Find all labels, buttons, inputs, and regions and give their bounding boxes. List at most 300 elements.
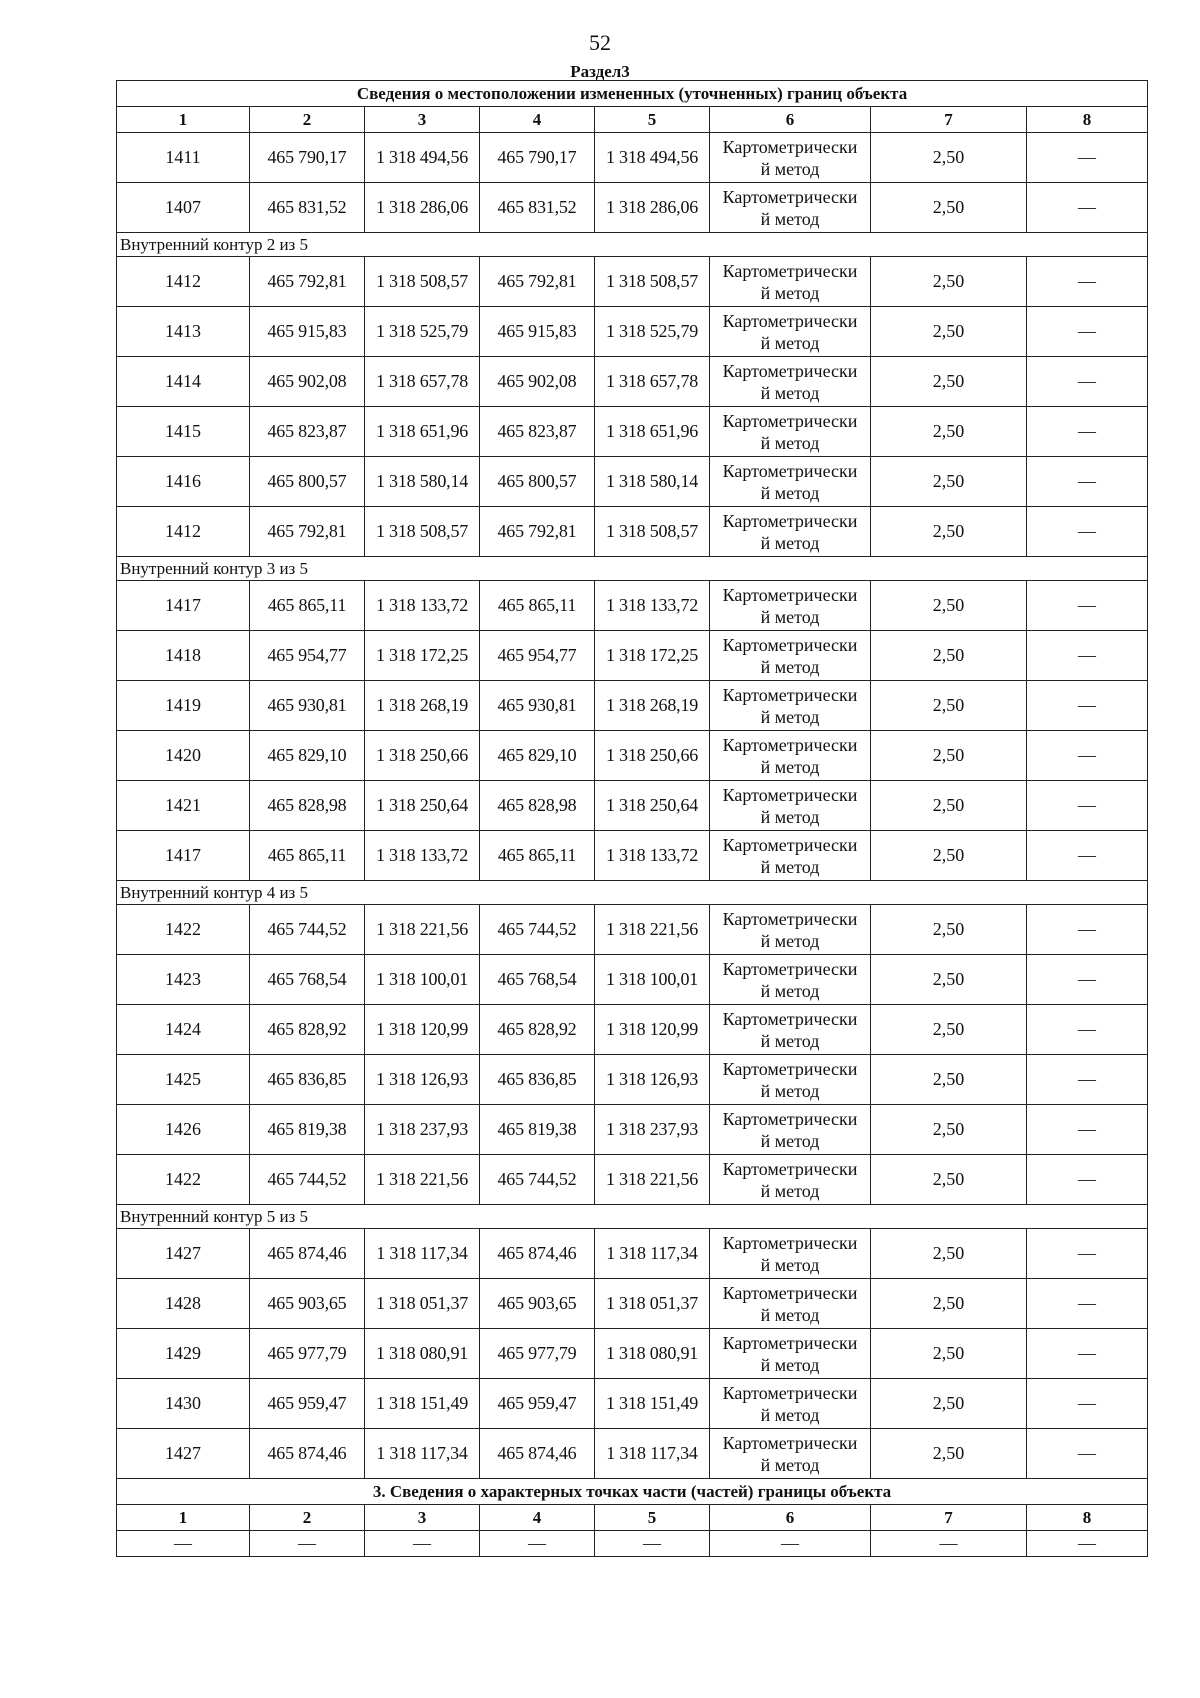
point-id-cell: 1427 [117, 1229, 250, 1279]
table-row [117, 831, 1148, 881]
accuracy-cell: 2,50 [871, 307, 1027, 357]
table-row [117, 1105, 1148, 1155]
table-row [117, 1429, 1148, 1479]
x-new-cell: 465 930,81 [480, 681, 595, 731]
x-old-cell: 465 744,52 [250, 1155, 365, 1205]
dash-cell: — [1027, 955, 1148, 1005]
dash-cell: — [595, 1531, 710, 1557]
column-number: 8 [1027, 1505, 1148, 1531]
y-new-cell: 1 318 651,96 [595, 407, 710, 457]
table-row [117, 905, 1148, 955]
x-new-cell: 465 744,52 [480, 905, 595, 955]
point-id-cell: 1417 [117, 581, 250, 631]
method-line-1: Картометрически [722, 908, 858, 929]
x-old-cell: 465 744,52 [250, 905, 365, 955]
table-row [117, 681, 1148, 731]
method-line-2: й метод [760, 806, 820, 827]
point-id-cell: 1429 [117, 1329, 250, 1379]
part-title: 3. Сведения о характерных точках части (частей) границы объекта [117, 1479, 1148, 1505]
point-id-cell: 1407 [117, 183, 250, 233]
method-cell [710, 1005, 871, 1055]
method-line-1: Картометрически [722, 1332, 858, 1353]
contour-heading-row [117, 881, 1148, 905]
x-old-cell: 465 977,79 [250, 1329, 365, 1379]
method-line-2: й метод [760, 606, 820, 627]
x-old-cell: 465 874,46 [250, 1229, 365, 1279]
method-line-1: Картометрически [722, 684, 858, 705]
x-new-cell: 465 865,11 [480, 831, 595, 881]
accuracy-cell: 2,50 [871, 257, 1027, 307]
point-id-cell: 1423 [117, 955, 250, 1005]
method-cell [710, 1329, 871, 1379]
accuracy-cell: 2,50 [871, 905, 1027, 955]
y-new-cell: 1 318 117,34 [595, 1229, 710, 1279]
point-id-cell: 1414 [117, 357, 250, 407]
method-cell [710, 581, 871, 631]
y-old-cell: 1 318 657,78 [365, 357, 480, 407]
method-line-2: й метод [760, 1454, 820, 1475]
y-new-cell: 1 318 508,57 [595, 507, 710, 557]
contour-heading: Внутренний контур 4 из 5 [117, 881, 1148, 905]
dash-cell: — [1027, 407, 1148, 457]
y-new-cell: 1 318 525,79 [595, 307, 710, 357]
method-cell [710, 1229, 871, 1279]
table-row [117, 307, 1148, 357]
point-id-cell: 1421 [117, 781, 250, 831]
dash-cell: — [1027, 905, 1148, 955]
contour-heading-row [117, 557, 1148, 581]
point-id-cell: 1416 [117, 457, 250, 507]
y-new-cell: 1 318 133,72 [595, 831, 710, 881]
x-old-cell: 465 930,81 [250, 681, 365, 731]
x-old-cell: 465 831,52 [250, 183, 365, 233]
x-old-cell: 465 836,85 [250, 1055, 365, 1105]
x-old-cell: 465 828,92 [250, 1005, 365, 1055]
y-new-cell: 1 318 120,99 [595, 1005, 710, 1055]
method-cell [710, 307, 871, 357]
x-old-cell: 465 915,83 [250, 307, 365, 357]
dash-cell: — [1027, 831, 1148, 881]
method-cell [710, 183, 871, 233]
method-cell [710, 781, 871, 831]
dash-cell: — [1027, 1229, 1148, 1279]
table-row [117, 1055, 1148, 1105]
y-old-cell: 1 318 221,56 [365, 1155, 480, 1205]
column-number: 3 [365, 107, 480, 133]
table-row [117, 1005, 1148, 1055]
x-old-cell: 465 828,98 [250, 781, 365, 831]
method-line-2: й метод [760, 432, 820, 453]
method-cell [710, 1055, 871, 1105]
x-new-cell: 465 792,81 [480, 257, 595, 307]
page-number: 52 [589, 30, 611, 55]
x-new-cell: 465 903,65 [480, 1279, 595, 1329]
method-cell [710, 507, 871, 557]
accuracy-cell: 2,50 [871, 457, 1027, 507]
y-new-cell: 1 318 494,56 [595, 133, 710, 183]
x-new-cell: 465 823,87 [480, 407, 595, 457]
accuracy-cell: 2,50 [871, 1379, 1027, 1429]
table-title: Сведения о местоположении измененных (уточненных) границ объекта [117, 81, 1148, 107]
method-line-2: й метод [760, 1130, 820, 1151]
x-new-cell: 465 828,98 [480, 781, 595, 831]
y-old-cell: 1 318 508,57 [365, 257, 480, 307]
method-line-2: й метод [760, 382, 820, 403]
point-id-cell: 1424 [117, 1005, 250, 1055]
x-new-cell: 465 800,57 [480, 457, 595, 507]
accuracy-cell: 2,50 [871, 1229, 1027, 1279]
table-body [117, 81, 1148, 1479]
x-new-cell: 465 831,52 [480, 183, 595, 233]
y-new-cell: 1 318 117,34 [595, 1429, 710, 1479]
x-new-cell: 465 744,52 [480, 1155, 595, 1205]
x-new-cell: 465 902,08 [480, 357, 595, 407]
method-line-2: й метод [760, 1304, 820, 1325]
table-row [117, 1229, 1148, 1279]
method-cell [710, 631, 871, 681]
column-number: 1 [117, 1505, 250, 1531]
x-old-cell: 465 902,08 [250, 357, 365, 407]
method-cell [710, 357, 871, 407]
method-line-2: й метод [760, 282, 820, 303]
y-old-cell: 1 318 250,64 [365, 781, 480, 831]
x-new-cell: 465 768,54 [480, 955, 595, 1005]
dash-cell: — [1027, 1429, 1148, 1479]
dash-cell: — [1027, 183, 1148, 233]
point-id-cell: 1417 [117, 831, 250, 881]
x-old-cell: 465 903,65 [250, 1279, 365, 1329]
point-id-cell: 1422 [117, 1155, 250, 1205]
x-new-cell: 465 977,79 [480, 1329, 595, 1379]
y-old-cell: 1 318 117,34 [365, 1429, 480, 1479]
y-new-cell: 1 318 237,93 [595, 1105, 710, 1155]
dash-cell: — [1027, 307, 1148, 357]
x-new-cell: 465 959,47 [480, 1379, 595, 1429]
dash-cell: — [1027, 1279, 1148, 1329]
method-line-1: Картометрически [722, 834, 858, 855]
method-line-1: Картометрически [722, 1432, 858, 1453]
dash-cell: — [1027, 1105, 1148, 1155]
table-row [117, 257, 1148, 307]
point-id-cell: 1412 [117, 257, 250, 307]
x-old-cell: 465 800,57 [250, 457, 365, 507]
method-cell [710, 831, 871, 881]
method-line-2: й метод [760, 1030, 820, 1051]
dash-cell: — [1027, 731, 1148, 781]
y-old-cell: 1 318 237,93 [365, 1105, 480, 1155]
y-old-cell: 1 318 172,25 [365, 631, 480, 681]
method-line-1: Картометрически [722, 1282, 858, 1303]
dash-cell: — [1027, 1005, 1148, 1055]
accuracy-cell: 2,50 [871, 681, 1027, 731]
accuracy-cell: 2,50 [871, 831, 1027, 881]
y-old-cell: 1 318 120,99 [365, 1005, 480, 1055]
point-id-cell: 1418 [117, 631, 250, 681]
y-old-cell: 1 318 221,56 [365, 905, 480, 955]
x-old-cell: 465 819,38 [250, 1105, 365, 1155]
y-new-cell: 1 318 221,56 [595, 905, 710, 955]
dash-cell: — [1027, 581, 1148, 631]
method-cell [710, 407, 871, 457]
x-old-cell: 465 792,81 [250, 257, 365, 307]
y-new-cell: 1 318 126,93 [595, 1055, 710, 1105]
x-new-cell: 465 829,10 [480, 731, 595, 781]
contour-heading-row [117, 233, 1148, 257]
x-new-cell: 465 874,46 [480, 1229, 595, 1279]
dash-cell: — [1027, 507, 1148, 557]
method-line-2: й метод [760, 332, 820, 353]
method-line-1: Картометрически [722, 136, 858, 157]
method-line-1: Картометрически [722, 1108, 858, 1129]
column-number: 2 [250, 1505, 365, 1531]
method-cell [710, 1279, 871, 1329]
method-line-2: й метод [760, 532, 820, 553]
y-new-cell: 1 318 508,57 [595, 257, 710, 307]
x-old-cell: 465 959,47 [250, 1379, 365, 1429]
table-row [117, 1279, 1148, 1329]
y-old-cell: 1 318 651,96 [365, 407, 480, 457]
y-old-cell: 1 318 126,93 [365, 1055, 480, 1105]
point-id-cell: 1411 [117, 133, 250, 183]
y-new-cell: 1 318 268,19 [595, 681, 710, 731]
column-number: 2 [250, 107, 365, 133]
x-old-cell: 465 823,87 [250, 407, 365, 457]
x-old-cell: 465 792,81 [250, 507, 365, 557]
column-numbers-row [117, 107, 1148, 133]
y-old-cell: 1 318 250,66 [365, 731, 480, 781]
method-line-1: Картометрически [722, 1058, 858, 1079]
accuracy-cell: 2,50 [871, 1155, 1027, 1205]
method-line-2: й метод [760, 482, 820, 503]
y-new-cell: 1 318 051,37 [595, 1279, 710, 1329]
table-row [117, 183, 1148, 233]
x-old-cell: 465 865,11 [250, 581, 365, 631]
dash-cell: — [250, 1531, 365, 1557]
x-old-cell: 465 954,77 [250, 631, 365, 681]
point-id-cell: 1428 [117, 1279, 250, 1329]
point-id-cell: 1422 [117, 905, 250, 955]
method-line-1: Картометрически [722, 1382, 858, 1403]
method-line-1: Картометрически [722, 1008, 858, 1029]
y-new-cell: 1 318 133,72 [595, 581, 710, 631]
point-id-cell: 1413 [117, 307, 250, 357]
method-line-1: Картометрически [722, 584, 858, 605]
y-old-cell: 1 318 100,01 [365, 955, 480, 1005]
accuracy-cell: 2,50 [871, 581, 1027, 631]
accuracy-cell: 2,50 [871, 1429, 1027, 1479]
column-number: 7 [871, 1505, 1027, 1531]
table-row [117, 357, 1148, 407]
y-new-cell: 1 318 657,78 [595, 357, 710, 407]
y-new-cell: 1 318 250,66 [595, 731, 710, 781]
column-number: 6 [710, 107, 871, 133]
dash-cell: — [1027, 681, 1148, 731]
method-line-2: й метод [760, 1180, 820, 1201]
column-number: 4 [480, 1505, 595, 1531]
column-number: 6 [710, 1505, 871, 1531]
method-line-1: Картометрически [722, 410, 858, 431]
dash-cell: — [1027, 257, 1148, 307]
dash-cell: — [1027, 1155, 1148, 1205]
section-label: Раздел3 [570, 62, 630, 81]
method-line-2: й метод [760, 930, 820, 951]
method-line-2: й метод [760, 1354, 820, 1375]
column-number: 4 [480, 107, 595, 133]
method-cell [710, 955, 871, 1005]
table-row [117, 1155, 1148, 1205]
table-row [117, 1379, 1148, 1429]
x-old-cell: 465 790,17 [250, 133, 365, 183]
x-old-cell: 465 874,46 [250, 1429, 365, 1479]
y-old-cell: 1 318 080,91 [365, 1329, 480, 1379]
x-new-cell: 465 915,83 [480, 307, 595, 357]
table-row [117, 507, 1148, 557]
accuracy-cell: 2,50 [871, 183, 1027, 233]
method-cell [710, 133, 871, 183]
method-line-2: й метод [760, 1404, 820, 1425]
point-id-cell: 1427 [117, 1429, 250, 1479]
method-line-1: Картометрически [722, 634, 858, 655]
method-line-1: Картометрически [722, 734, 858, 755]
contour-heading-row [117, 1205, 1148, 1229]
method-line-1: Картометрически [722, 958, 858, 979]
method-cell [710, 457, 871, 507]
x-new-cell: 465 790,17 [480, 133, 595, 183]
table-row [117, 581, 1148, 631]
dash-cell: — [1027, 1055, 1148, 1105]
method-line-1: Картометрически [722, 460, 858, 481]
y-new-cell: 1 318 100,01 [595, 955, 710, 1005]
method-cell [710, 1379, 871, 1429]
table-row [117, 407, 1148, 457]
table-row [117, 1329, 1148, 1379]
part-data-row [117, 1531, 1148, 1557]
y-new-cell: 1 318 580,14 [595, 457, 710, 507]
y-old-cell: 1 318 580,14 [365, 457, 480, 507]
accuracy-cell: 2,50 [871, 407, 1027, 457]
method-line-1: Картометрически [722, 360, 858, 381]
table-row [117, 955, 1148, 1005]
method-line-2: й метод [760, 756, 820, 777]
method-line-2: й метод [760, 208, 820, 229]
method-line-2: й метод [760, 656, 820, 677]
accuracy-cell: 2,50 [871, 631, 1027, 681]
method-line-2: й метод [760, 706, 820, 727]
column-number: 3 [365, 1505, 480, 1531]
x-new-cell: 465 792,81 [480, 507, 595, 557]
y-new-cell: 1 318 080,91 [595, 1329, 710, 1379]
method-cell [710, 257, 871, 307]
method-cell [710, 1105, 871, 1155]
point-id-cell: 1415 [117, 407, 250, 457]
part-title-row [117, 1479, 1148, 1505]
accuracy-cell: 2,50 [871, 1329, 1027, 1379]
method-line-1: Картометрически [722, 310, 858, 331]
method-line-2: й метод [760, 980, 820, 1001]
y-new-cell: 1 318 151,49 [595, 1379, 710, 1429]
method-line-2: й метод [760, 158, 820, 179]
contour-heading: Внутренний контур 3 из 5 [117, 557, 1148, 581]
method-line-1: Картометрически [722, 784, 858, 805]
x-new-cell: 465 819,38 [480, 1105, 595, 1155]
coordinates-table [116, 80, 1148, 1557]
column-number: 1 [117, 107, 250, 133]
accuracy-cell: 2,50 [871, 731, 1027, 781]
method-cell [710, 905, 871, 955]
point-id-cell: 1420 [117, 731, 250, 781]
y-old-cell: 1 318 117,34 [365, 1229, 480, 1279]
y-new-cell: 1 318 221,56 [595, 1155, 710, 1205]
contour-heading: Внутренний контур 2 из 5 [117, 233, 1148, 257]
y-new-cell: 1 318 172,25 [595, 631, 710, 681]
part-section [117, 1479, 1148, 1557]
x-new-cell: 465 865,11 [480, 581, 595, 631]
dash-cell: — [365, 1531, 480, 1557]
table-row [117, 133, 1148, 183]
point-id-cell: 1430 [117, 1379, 250, 1429]
y-old-cell: 1 318 525,79 [365, 307, 480, 357]
y-old-cell: 1 318 494,56 [365, 133, 480, 183]
dash-cell: — [1027, 1329, 1148, 1379]
dash-cell: — [871, 1531, 1027, 1557]
y-old-cell: 1 318 051,37 [365, 1279, 480, 1329]
table-row [117, 781, 1148, 831]
y-old-cell: 1 318 508,57 [365, 507, 480, 557]
y-old-cell: 1 318 268,19 [365, 681, 480, 731]
point-id-cell: 1419 [117, 681, 250, 731]
accuracy-cell: 2,50 [871, 1005, 1027, 1055]
point-id-cell: 1412 [117, 507, 250, 557]
method-line-1: Картометрически [722, 510, 858, 531]
accuracy-cell: 2,50 [871, 1279, 1027, 1329]
y-old-cell: 1 318 133,72 [365, 581, 480, 631]
accuracy-cell: 2,50 [871, 955, 1027, 1005]
method-cell [710, 1429, 871, 1479]
dash-cell: — [117, 1531, 250, 1557]
accuracy-cell: 2,50 [871, 781, 1027, 831]
x-new-cell: 465 828,92 [480, 1005, 595, 1055]
x-new-cell: 465 874,46 [480, 1429, 595, 1479]
x-old-cell: 465 829,10 [250, 731, 365, 781]
table-row [117, 631, 1148, 681]
x-old-cell: 465 865,11 [250, 831, 365, 881]
column-number: 5 [595, 1505, 710, 1531]
y-new-cell: 1 318 286,06 [595, 183, 710, 233]
dash-cell: — [480, 1531, 595, 1557]
x-new-cell: 465 954,77 [480, 631, 595, 681]
part-column-numbers-row [117, 1505, 1148, 1531]
accuracy-cell: 2,50 [871, 507, 1027, 557]
method-line-1: Картометрически [722, 1232, 858, 1253]
method-line-2: й метод [760, 856, 820, 877]
dash-cell: — [1027, 457, 1148, 507]
accuracy-cell: 2,50 [871, 133, 1027, 183]
dash-cell: — [1027, 1379, 1148, 1429]
column-number: 8 [1027, 107, 1148, 133]
method-cell [710, 731, 871, 781]
dash-cell: — [1027, 133, 1148, 183]
point-id-cell: 1425 [117, 1055, 250, 1105]
accuracy-cell: 2,50 [871, 1105, 1027, 1155]
y-old-cell: 1 318 151,49 [365, 1379, 480, 1429]
column-number: 5 [595, 107, 710, 133]
table-row [117, 731, 1148, 781]
x-old-cell: 465 768,54 [250, 955, 365, 1005]
method-line-2: й метод [760, 1080, 820, 1101]
dash-cell: — [1027, 1531, 1148, 1557]
column-number: 7 [871, 107, 1027, 133]
x-new-cell: 465 836,85 [480, 1055, 595, 1105]
